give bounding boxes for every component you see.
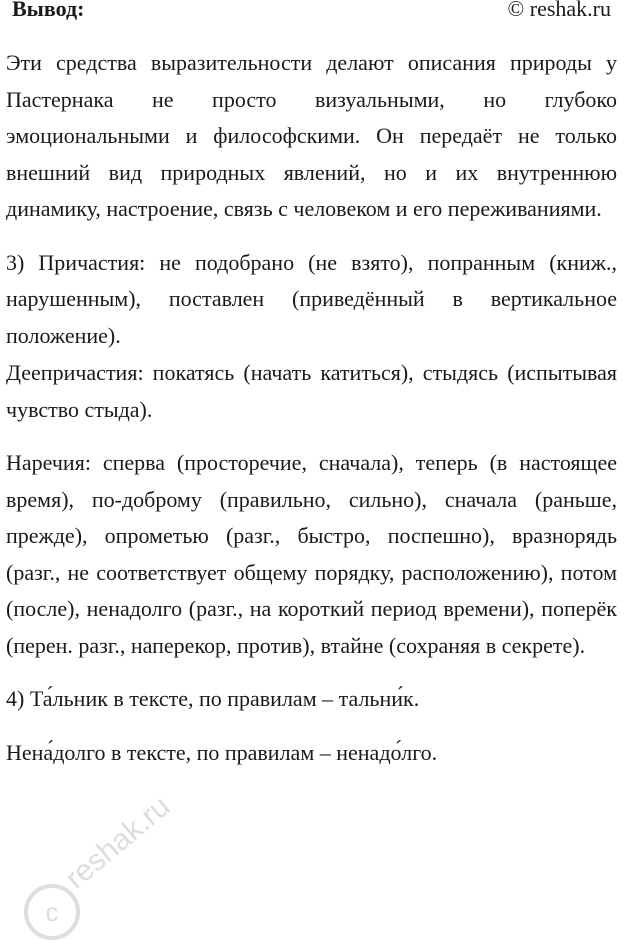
page-header [6,0,621,30]
svg-text:c: c [45,897,59,927]
watermark-text: reshak.ru [59,789,177,896]
stress-note-talnik: 4) Та́льник в тексте, по правилам – тальни́к. [6,686,420,711]
participles-paragraph: 3) Причастия: не подобрано (не взято), попранным (книж., нарушенным), поставлен (приведённый в вертикальное положение). [6,249,617,348]
site-copyright: © reshak.ru [507,0,611,21]
adverbs-paragraph: Наречия: сперва (просторечие, сначала), теперь (в настоящее время), по-доброму (правильно, сильно), сначала (раньше, прежде), опрометью (разг., быстро, поспешно), вразнорядь (разг., не соответствует общему порядку, расположению), потом (после), ненадолго (разг., на короткий период времени), поперёк (перен. разг., наперекор, против), втайне (сохраняя в секрете). [6,450,617,658]
gerunds-paragraph: Деепричастия: покатясь (начать катиться), стыдясь (испытывая чувство стыда). [6,360,617,422]
stress-note-nenadolgo: Нена́долго в тексте, по правилам – ненадо́лго. [6,739,438,765]
conclusion-paragraph: Эти средства выразительности делают описания природы у Пастернака не просто визуальными, но глубоко эмоциональными и философскими. Он передаёт не только внешний вид природных явлений, но и их внутреннюю динамику, настроение, связь с человеком и его переживаниями. [6,50,617,221]
section-title: Вывод: [12,0,85,21]
